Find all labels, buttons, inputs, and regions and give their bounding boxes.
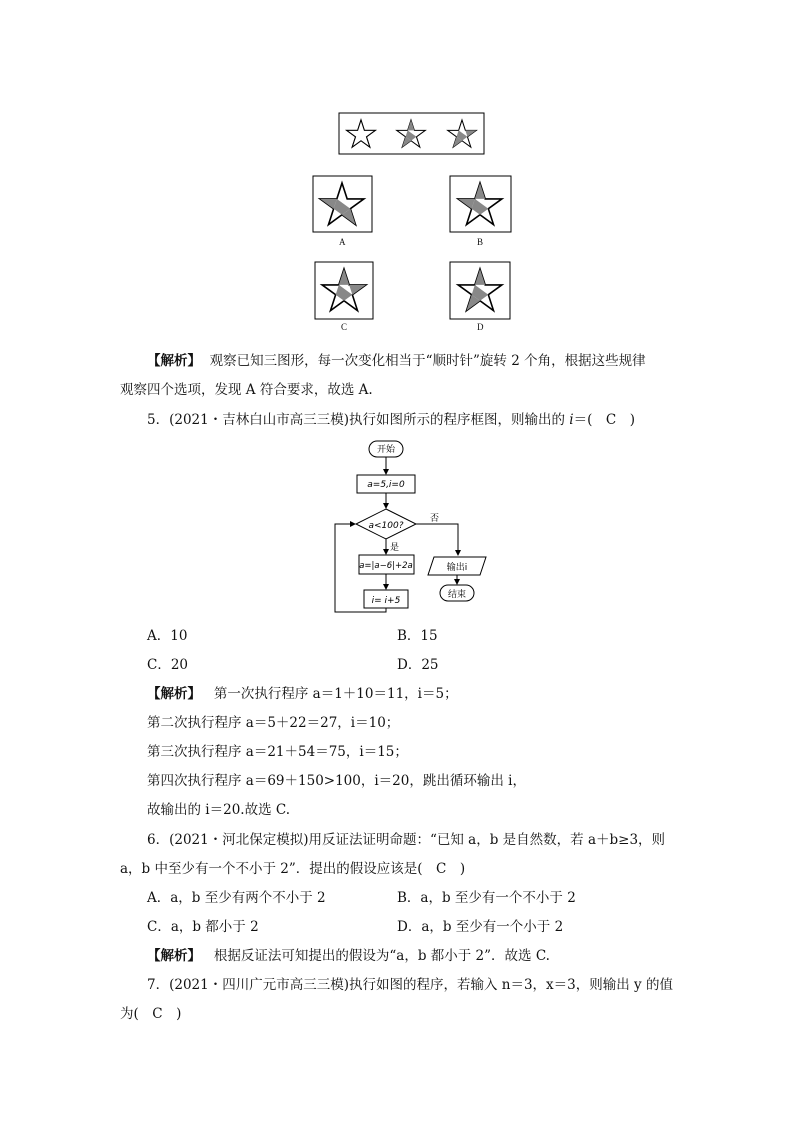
option-a-label: A bbox=[339, 237, 346, 247]
q5-option-d: D．25 bbox=[397, 657, 439, 673]
flow-no-text: 否 bbox=[430, 514, 440, 524]
analysis-tag: 【解析】 bbox=[147, 353, 201, 369]
q6-analysis bbox=[147, 947, 550, 965]
analysis-tag: 【解析】 bbox=[147, 686, 201, 702]
q5-analysis-line3: 第三次执行程序 a＝21＋54＝75，i＝15； bbox=[147, 744, 408, 760]
option-d-label: D bbox=[477, 322, 484, 332]
flow-output-text: 输出i bbox=[446, 563, 468, 573]
q6-option-b: B．a，b 至少有一个不小于 2 bbox=[397, 890, 576, 906]
q5-analysis-line2: 第二次执行程序 a＝5＋22＝27，i＝10； bbox=[147, 715, 400, 731]
flow-yes-text: 是 bbox=[390, 543, 400, 553]
q6-option-c: C．a，b 都小于 2 bbox=[147, 919, 259, 935]
q4-analysis-line1 bbox=[147, 352, 646, 370]
q5-option-a: A．10 bbox=[147, 628, 188, 644]
analysis-text: 第一次执行程序 a＝1＋10＝11，i＝5； bbox=[213, 686, 458, 702]
q7-stem-line2: 为( C ) bbox=[120, 1006, 182, 1022]
star-pattern-figure bbox=[0, 0, 794, 340]
q6-option-d: D．a，b 至少有一个小于 2 bbox=[397, 919, 564, 935]
option-c-label: C bbox=[341, 322, 348, 332]
option-b-label: B bbox=[477, 237, 484, 247]
q5-analysis-line1 bbox=[147, 685, 458, 703]
flow-inc-text: i= i+5 bbox=[371, 596, 401, 606]
flow-start-text: 开始 bbox=[376, 445, 396, 455]
q5-stem bbox=[147, 411, 635, 429]
q5-stem-suffix: ＝( C ) bbox=[573, 412, 635, 428]
flow-cond-text: a<100? bbox=[368, 521, 404, 531]
q6-option-a: A．a，b 至少有两个不小于 2 bbox=[147, 890, 326, 906]
q5-option-c: C．20 bbox=[147, 657, 189, 673]
analysis-tag: 【解析】 bbox=[147, 948, 201, 964]
q6-stem-line2: a，b 中至少有一个不小于 2”．提出的假设应该是( C ) bbox=[120, 861, 466, 877]
q5-flowchart bbox=[0, 430, 794, 615]
q5-analysis-line5: 故输出的 i＝20.故选 C. bbox=[147, 802, 291, 818]
q5-analysis-line4: 第四次执行程序 a＝69＋150>100，i＝20，跳出循环输出 i， bbox=[147, 773, 526, 789]
analysis-text: 观察已知三图形，每一次变化相当于“顺时针”旋转 2 个角，根据这些规律 bbox=[209, 353, 646, 369]
q7-stem-line1: 7．(2021・四川广元市高三三模)执行如图的程序，若输入 n＝3，x＝3，则输出 y 的值 bbox=[147, 977, 673, 993]
flow-init-text: a=5,i=0 bbox=[367, 480, 405, 490]
q5-stem-var: i bbox=[569, 412, 574, 428]
q5-option-b: B．15 bbox=[397, 628, 438, 644]
q5-stem-prefix: 5．(2021・吉林白山市高三三模)执行如图所示的程序框图，则输出的 bbox=[147, 412, 570, 428]
analysis-text: 根据反证法可知提出的假设为“a，b 都小于 2”．故选 C. bbox=[213, 948, 550, 964]
flow-end-text: 结束 bbox=[447, 590, 467, 600]
q6-stem-line1: 6．(2021・河北保定模拟)用反证法证明命题：“已知 a，b 是自然数，若 a＋b≥3，则 bbox=[147, 832, 666, 848]
q4-analysis-line2: 观察四个选项，发现 A 符合要求，故选 A. bbox=[120, 382, 373, 398]
flow-assign-text: a=|a−6|+2a bbox=[359, 561, 413, 571]
